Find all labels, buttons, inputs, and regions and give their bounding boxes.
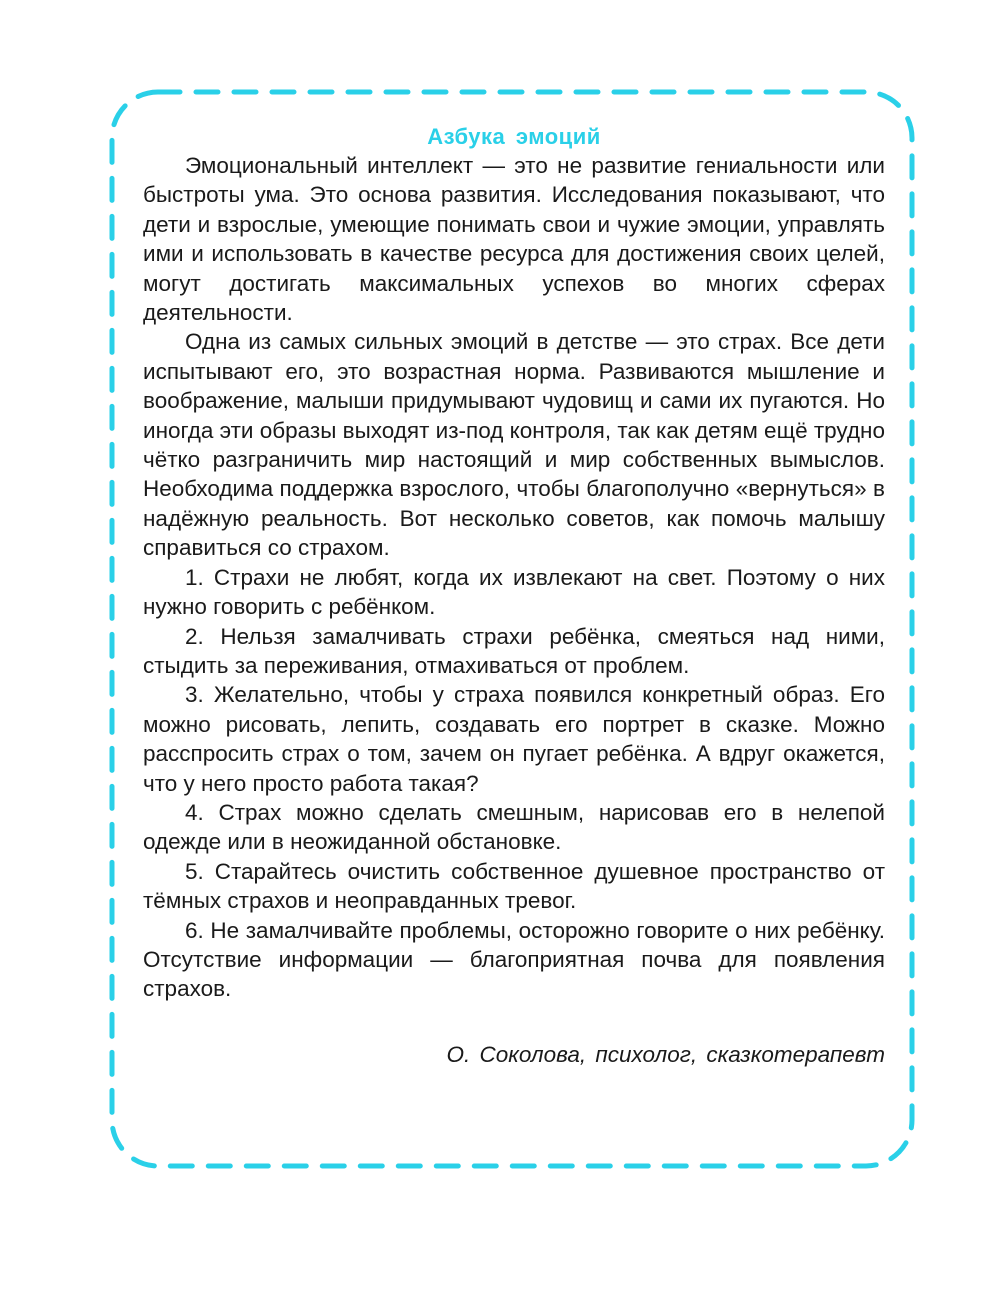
tip-item: 1. Страхи не любят, когда их извлекают на свет. Поэтому о них нужно говорить с ребёнком. <box>143 564 885 620</box>
article <box>143 122 885 1069</box>
tip-item: 2. Нельзя замалчивать страхи ребёнка, смеяться над ними, стыдить за переживания, отмахиваться от проблем. <box>143 623 885 678</box>
fear-paragraph: Одна из самых сильных эмоций в детстве — это страх. Все дети испытывают его, это возрастная норма. Развиваются мышление и воображение, малыши придумывают чудовищ и сами их пугаются. Но иногда эти образы выходят из-под контроля, так как детям ещё трудно чётко разграничить мир настоящий и мир собственных вымыслов. Необходима поддержка взрослого, чтобы благополучно «вернуться» в надёжную реальность. Вот несколько советов, как помочь малышу справиться со страхом. <box>143 329 885 561</box>
tip-item: 6. Не замалчивайте проблемы, осторожно говорите о них ребёнку. Отсутствие информации — благоприятная почва для появления страхов. <box>143 917 885 1002</box>
article-title: Азбука эмоций <box>427 124 601 149</box>
tip-item: 5. Старайтесь очистить собственное душевное пространство от тёмных страхов и неоправданных тревог. <box>143 858 885 914</box>
intro-paragraph: Эмоциональный интеллект — это не развитие гениальности или быстроты ума. Это основа развития. Исследования показывают, что дети и взрослые, умеющие понимать свои и чужие эмоции, управлять ими и использовать в качестве ресурса для достижения своих целей, могут достигать максимальных успехов во многих сферах деятельности. <box>143 153 885 326</box>
tip-item: 3. Желательно, чтобы у страха появился конкретный образ. Его можно рисовать, лепить, создавать его портрет в сказке. Можно расспросить страх о том, зачем он пугает ребёнка. А вдруг окажется, что у него просто работа такая? <box>143 682 885 796</box>
tip-item: 4. Страх можно сделать смешным, нарисовав его в нелепой одежде или в неожиданной обстановке. <box>143 799 885 855</box>
author-signature: О. Соколова, психолог, сказкотерапевт <box>446 1041 885 1067</box>
